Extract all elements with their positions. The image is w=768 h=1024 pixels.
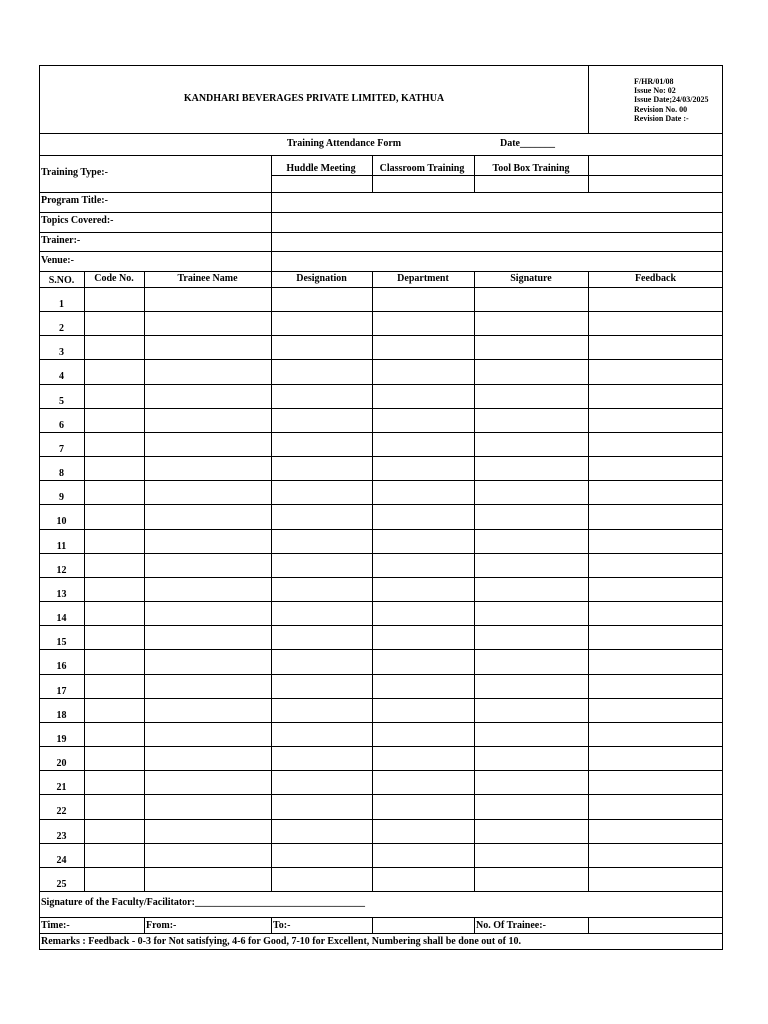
table-row-line — [39, 794, 723, 795]
option-tool-box-training: Tool Box Training — [492, 163, 570, 174]
option-classroom-training: Classroom Training — [379, 163, 465, 174]
venue-line — [39, 271, 723, 272]
row-number: 23 — [56, 831, 67, 842]
table-row-line — [39, 674, 723, 675]
column-divider — [144, 271, 145, 891]
remarks-text: Remarks : Feedback - 0-3 for Not satisfying, 4-6 for Good, 7-10 for Excellent, Numbering shall be done out of 10. — [41, 936, 521, 947]
table-header-line — [39, 287, 723, 288]
program-title-line — [39, 212, 723, 213]
no-of-trainee-label: No. Of Trainee:- — [476, 920, 546, 931]
company-name: KANDHARI BEVERAGES PRIVATE LIMITED, KATHUA — [183, 93, 445, 104]
table-row-line — [39, 432, 723, 433]
table-row-line — [39, 480, 723, 481]
signature-bottom-line — [39, 917, 723, 918]
row-number: 8 — [59, 468, 64, 479]
header-bottom-line — [39, 133, 723, 134]
header-divider — [588, 65, 589, 133]
column-divider — [372, 271, 373, 891]
trainer-label: Trainer:- — [41, 235, 81, 246]
table-row-line — [39, 456, 723, 457]
row-number: 16 — [56, 661, 67, 672]
row-number: 25 — [56, 879, 67, 890]
row-number: 3 — [59, 347, 64, 358]
row-number: 2 — [59, 323, 64, 334]
table-row-line — [39, 819, 723, 820]
row-number: 21 — [56, 782, 67, 793]
form-title: Training Attendance Form — [286, 138, 402, 149]
table-row-line — [39, 843, 723, 844]
date-field[interactable]: Date_______ — [500, 138, 555, 149]
row-number: 9 — [59, 492, 64, 503]
issue-number: Issue No: 02 — [634, 86, 676, 96]
time-divider-4 — [474, 917, 475, 933]
row-number: 20 — [56, 758, 67, 769]
table-row-line — [39, 722, 723, 723]
table-row-line — [39, 577, 723, 578]
row-number: 11 — [56, 541, 67, 552]
row-number: 24 — [56, 855, 67, 866]
row-number: 1 — [59, 299, 64, 310]
topics-covered-line — [39, 232, 723, 233]
label-column-divider — [271, 155, 272, 272]
table-row-line — [39, 335, 723, 336]
column-divider — [271, 271, 272, 891]
title-bottom-line — [39, 155, 723, 156]
type-divider-2 — [474, 155, 475, 192]
revision-number: Revision No. 00 — [634, 104, 688, 114]
table-row-line — [39, 553, 723, 554]
row-number: 19 — [56, 734, 67, 745]
table-row-line — [39, 601, 723, 602]
row-number: 10 — [56, 516, 67, 527]
type-bottom-line — [39, 192, 723, 193]
time-bottom-line — [39, 933, 723, 934]
table-row-line — [39, 311, 723, 312]
table-row-line — [39, 649, 723, 650]
table-row-line — [39, 529, 723, 530]
column-divider — [588, 271, 589, 891]
row-number: 14 — [56, 613, 67, 624]
row-number: 4 — [59, 371, 64, 382]
doc-number: F/HR/01/08 — [634, 77, 674, 86]
column-header-department: Department — [397, 273, 449, 284]
time-divider-1 — [144, 917, 145, 933]
time-divider-3 — [372, 917, 373, 933]
row-number: 18 — [56, 710, 67, 721]
table-row-line — [39, 698, 723, 699]
revision-date: Revision Date :- — [634, 113, 689, 123]
issue-date: Issue Date;24/03/2025 — [634, 95, 709, 105]
faculty-signature-field[interactable]: Signature of the Faculty/Facilitator:__________________________________ — [41, 897, 365, 908]
time-divider-5 — [588, 917, 589, 933]
column-header-trainee-name: Trainee Name — [177, 273, 238, 284]
row-number: 13 — [56, 589, 67, 600]
type-divider-3 — [588, 155, 589, 192]
table-row-line — [39, 408, 723, 409]
column-header-designation: Designation — [296, 273, 347, 284]
table-row-line — [39, 770, 723, 771]
table-row-line — [39, 746, 723, 747]
time-label: Time:- — [41, 920, 70, 931]
option-huddle-meeting: Huddle Meeting — [286, 163, 356, 174]
table-row-line — [39, 625, 723, 626]
column-header-code-no: Code No. — [94, 273, 134, 284]
row-number: 17 — [56, 686, 67, 697]
column-header-signature: Signature — [510, 273, 552, 284]
program-title-label: Program Title:- — [41, 195, 108, 206]
trainer-line — [39, 251, 723, 252]
table-row-line — [39, 891, 723, 892]
document-meta — [634, 77, 708, 123]
table-row-line — [39, 867, 723, 868]
row-number: 6 — [59, 420, 64, 431]
topics-covered-label: Topics Covered:- — [41, 215, 114, 226]
row-number: 7 — [59, 444, 64, 455]
time-divider-2 — [271, 917, 272, 933]
table-row-line — [39, 384, 723, 385]
training-type-label: Training Type:- — [41, 167, 108, 178]
row-number: 12 — [56, 565, 67, 576]
venue-label: Venue:- — [41, 255, 74, 266]
form-border — [39, 65, 723, 950]
from-label: From:- — [146, 920, 177, 931]
type-checkbox-line — [271, 175, 723, 176]
row-number: 22 — [56, 806, 67, 817]
column-divider — [84, 271, 85, 891]
to-label: To:- — [273, 920, 291, 931]
type-divider-1 — [372, 155, 373, 192]
column-divider — [474, 271, 475, 891]
row-number: 5 — [59, 396, 64, 407]
table-row-line — [39, 359, 723, 360]
column-header-feedback: Feedback — [634, 273, 677, 284]
row-number: 15 — [56, 637, 67, 648]
column-header-sno: S.NO. — [48, 275, 75, 286]
table-row-line — [39, 504, 723, 505]
